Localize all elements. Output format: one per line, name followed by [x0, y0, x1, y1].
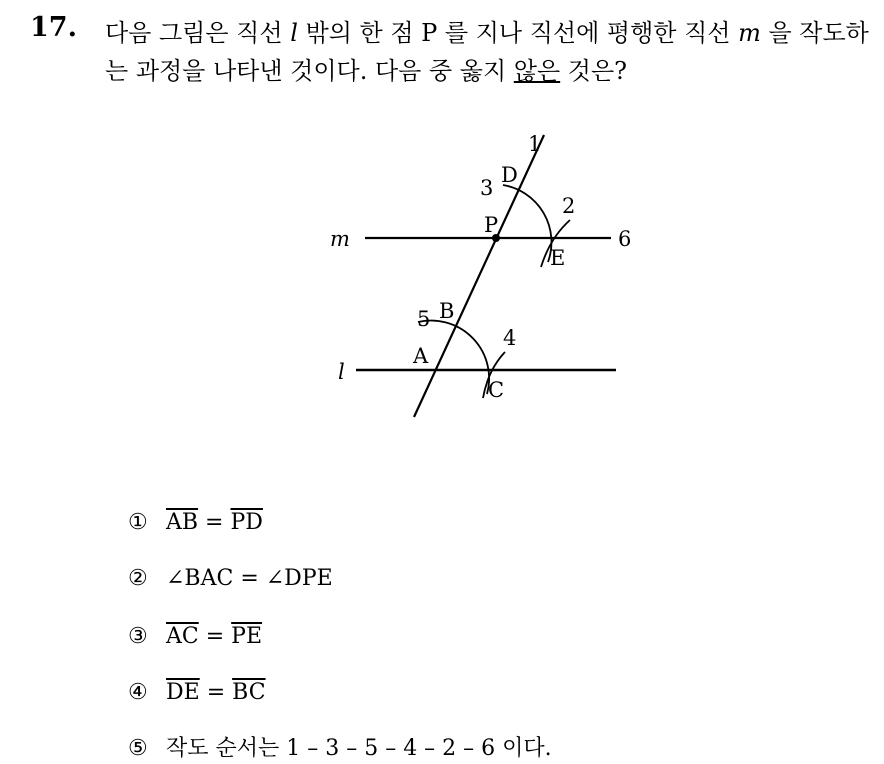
- choice-3-rhs: $\overline{PE}$: [231, 624, 263, 649]
- choice-4[interactable]: [128, 678, 266, 708]
- stem-text-2: 밖의 한 점 P 를 지나 직선에 평행한 직선: [297, 19, 739, 47]
- choice-3-lhs: $\overline{AC}$: [166, 624, 199, 649]
- stem-text-3: 을 작도하는 과정을 나타낸 것이다. 다음 중 옳지: [105, 19, 869, 85]
- label-a: A: [413, 344, 429, 368]
- choice-2-text: ∠BAC = ∠DPE: [166, 566, 333, 591]
- choice-4-lhs: $\overline{DE}$: [166, 680, 200, 705]
- arc-3: [503, 185, 551, 262]
- label-6: 6: [618, 227, 632, 251]
- choice-3-number: ③: [128, 624, 148, 649]
- label-m: m: [330, 227, 350, 251]
- choice-5[interactable]: [128, 734, 552, 764]
- question-number: 17.: [30, 12, 77, 43]
- choice-4-number: ④: [128, 680, 148, 705]
- stem-var-m: m: [738, 19, 761, 47]
- label-c: C: [488, 378, 505, 402]
- label-e: E: [550, 246, 566, 270]
- choice-5-number: ⑤: [128, 736, 148, 761]
- choice-1-number: ①: [128, 510, 148, 535]
- choice-5-text: 작도 순서는 1 – 3 – 5 – 4 – 2 – 6 이다.: [166, 736, 552, 761]
- transversal-line: [414, 135, 544, 417]
- choice-1-lhs: $\overline{AB}$: [166, 510, 199, 535]
- choice-2[interactable]: [128, 564, 333, 594]
- label-4: 4: [503, 326, 517, 350]
- label-p: P: [484, 213, 499, 237]
- choice-4-op: =: [199, 680, 233, 705]
- choice-1-op: =: [198, 510, 231, 535]
- label-3: 3: [480, 176, 494, 200]
- stem-text-4: 것은?: [560, 57, 628, 85]
- choice-2-number: ②: [128, 566, 148, 591]
- stem-var-l: l: [290, 19, 298, 47]
- stem-emphasis: 않은: [513, 57, 561, 85]
- label-5: 5: [417, 307, 431, 331]
- label-b: B: [439, 299, 455, 323]
- label-2: 2: [562, 194, 576, 218]
- choice-1-rhs: $\overline{PD}$: [230, 510, 263, 535]
- label-d: D: [501, 163, 518, 187]
- label-l: l: [338, 360, 345, 384]
- choice-3-op: =: [198, 624, 232, 649]
- stem-text-1: 다음 그림은 직선: [105, 19, 291, 47]
- choice-3[interactable]: [128, 622, 262, 652]
- choice-1[interactable]: [128, 508, 263, 538]
- label-1: 1: [528, 132, 542, 156]
- choice-4-rhs: $\overline{BC}$: [232, 680, 266, 705]
